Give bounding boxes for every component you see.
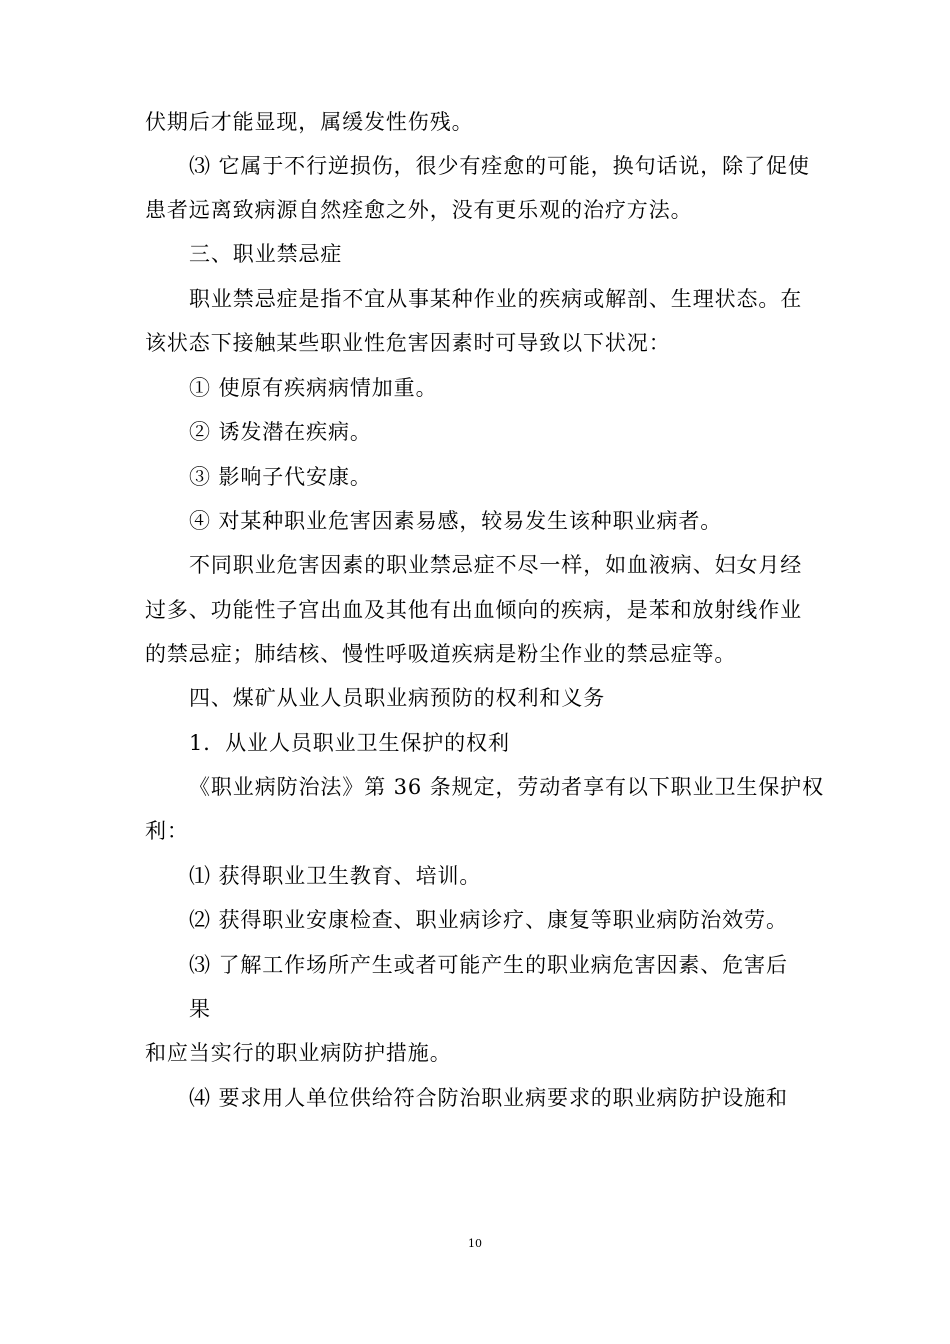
- text-line: 利：: [145, 819, 189, 843]
- list-item: ④ 对某种职业危害因素易感，较易发生该种职业病者。: [189, 509, 723, 533]
- text-line: ⑶ 它属于不行逆损伤，很少有痊愈的可能，换句话说，除了促使: [189, 154, 810, 178]
- list-item: ③ 影响子代安康。: [189, 465, 372, 489]
- list-item: ⑷ 要求用人单位供给符合防治职业病要求的职业病防护设施和: [189, 1086, 788, 1110]
- section-heading: 三、职业禁忌症: [189, 242, 343, 266]
- text-line: 的禁忌症；肺结核、慢性呼吸道疾病是粉尘作业的禁忌症等。: [145, 642, 737, 666]
- list-item: ⑶ 了解工作场所产生或者可能产生的职业病危害因素、危害后: [189, 953, 788, 977]
- text-line: 伏期后才能显现，属缓发性伤残。: [145, 110, 474, 134]
- text-line: 该状态下接触某些职业性危害因素时可导致以下状况：: [145, 331, 671, 355]
- text-line: 《职业病防治法》第 36 条规定，劳动者享有以下职业卫生保护权: [189, 775, 824, 799]
- subsection-heading: 1．从业人员职业卫生保护的权利: [189, 731, 510, 755]
- list-item: ② 诱发潜在疾病。: [189, 420, 372, 444]
- list-item: ⑴ 获得职业卫生教育、培训。: [189, 864, 482, 888]
- section-heading: 四、煤矿从业人员职业病预防的权利和义务: [189, 686, 606, 710]
- list-item: ⑵ 获得职业安康检查、职业病诊疗、康复等职业病防治效劳。: [189, 908, 788, 932]
- text-line: 职业禁忌症是指不宜从事某种作业的疾病或解剖、生理状态。在: [189, 287, 803, 311]
- text-line: 果: [189, 997, 211, 1021]
- page-number: 10: [468, 1237, 482, 1250]
- text-line: 患者远离致病源自然痊愈之外，没有更乐观的治疗方法。: [145, 198, 693, 222]
- text-line: 和应当实行的职业病防护措施。: [145, 1041, 452, 1065]
- text-line: 过多、功能性子宫出血及其他有出血倾向的疾病，是苯和放射线作业: [145, 598, 802, 622]
- list-item: ① 使原有疾病病情加重。: [189, 376, 438, 400]
- text-line: 不同职业危害因素的职业禁忌症不尽一样，如血液病、妇女月经: [189, 553, 803, 577]
